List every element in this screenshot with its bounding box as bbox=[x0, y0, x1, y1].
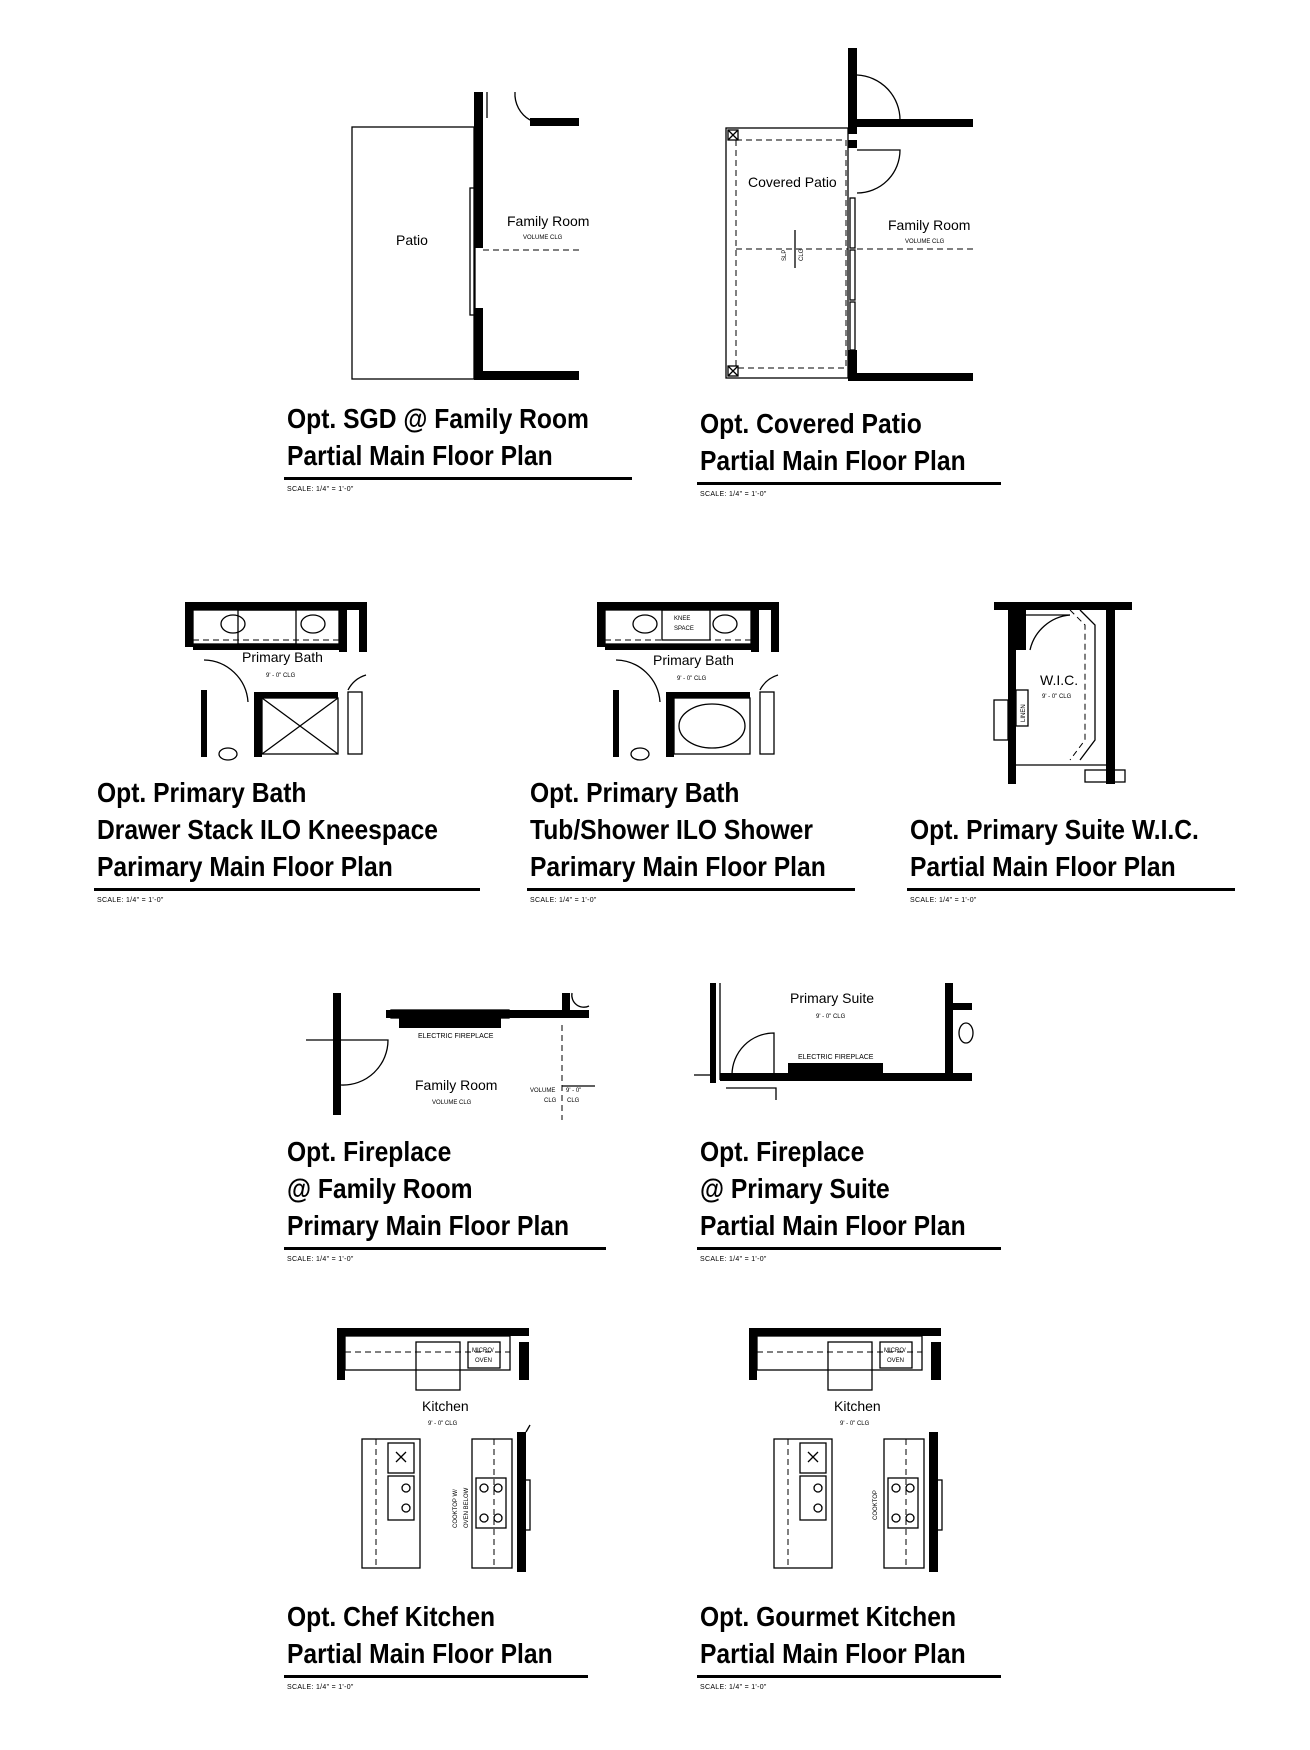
sink-icon bbox=[388, 1476, 414, 1520]
scale-note: SCALE: 1/4" = 1'-0" bbox=[910, 897, 977, 904]
cooktop-label: COOKTOP bbox=[873, 1490, 879, 1520]
plan-bath-drawer-stack bbox=[185, 602, 367, 760]
interior-wall bbox=[613, 690, 619, 757]
caption-bath-tub-shower bbox=[530, 774, 866, 904]
caption-chef-kitchen bbox=[287, 1598, 589, 1691]
interior-wall bbox=[720, 1073, 972, 1081]
sink-icon bbox=[633, 615, 657, 633]
wic-label: W.I.C. bbox=[1040, 672, 1079, 688]
caption-fireplace-suite bbox=[700, 1133, 1002, 1263]
caption-sgd-family-room bbox=[287, 400, 632, 493]
interior-wall bbox=[201, 690, 207, 757]
burner-icon bbox=[906, 1514, 914, 1522]
caption-underline bbox=[697, 1247, 1001, 1250]
scale-note: SCALE: 1/4" = 1'-0" bbox=[530, 897, 597, 904]
exterior-wall bbox=[517, 1432, 526, 1572]
caption-title-line: Opt. Fireplace bbox=[700, 1136, 865, 1167]
oven-label: OVEN bbox=[887, 1358, 905, 1364]
caption-title-line: Partial Main Floor Plan bbox=[700, 1638, 966, 1669]
exterior-wall bbox=[474, 371, 579, 380]
micro-label: MICRO/ bbox=[472, 1348, 494, 1354]
tub-wall bbox=[666, 692, 674, 757]
electric-fireplace bbox=[788, 1063, 883, 1073]
caption-underline bbox=[94, 888, 480, 891]
interior-wall bbox=[710, 983, 716, 1083]
exterior-wall bbox=[848, 373, 973, 381]
sink-icon bbox=[301, 615, 325, 633]
scale-note: SCALE: 1/4" = 1'-0" bbox=[700, 1256, 767, 1263]
door-swing bbox=[572, 993, 589, 1007]
knee-space-label-2: SPACE bbox=[674, 626, 694, 632]
wall-line bbox=[526, 1425, 530, 1432]
bath-ceiling-note: 9' - 0" CLG bbox=[266, 673, 296, 679]
caption-title-line: Parimary Main Floor Plan bbox=[530, 851, 826, 882]
exterior-wall bbox=[848, 140, 857, 148]
sliding-glass-door bbox=[850, 250, 855, 300]
caption-title-line: @ Primary Suite bbox=[700, 1173, 890, 1204]
plan-bath-tub-shower bbox=[597, 602, 779, 760]
volume-note: VOLUME bbox=[530, 1088, 556, 1094]
interior-wall bbox=[751, 602, 759, 652]
post-icon bbox=[728, 366, 738, 376]
vanity-wall bbox=[605, 644, 751, 650]
interior-wall bbox=[1106, 602, 1115, 784]
caption-underline bbox=[284, 1247, 606, 1250]
exterior-wall bbox=[519, 1342, 529, 1380]
exterior-wall bbox=[857, 119, 973, 127]
caption-title-line: Drawer Stack ILO Kneespace bbox=[97, 814, 439, 845]
knee-space bbox=[662, 610, 710, 640]
interior-wall bbox=[1008, 602, 1016, 784]
post-icon bbox=[728, 130, 738, 140]
patio-outline bbox=[352, 127, 474, 379]
sink-icon bbox=[800, 1476, 826, 1520]
family-room-ceiling-note: VOLUME CLG bbox=[523, 235, 563, 241]
covered-patio-label: Covered Patio bbox=[748, 174, 837, 190]
drain-icon bbox=[402, 1504, 410, 1512]
range-hood-cabinet bbox=[828, 1342, 872, 1390]
plan-chef-kitchen bbox=[337, 1328, 530, 1572]
door-swing bbox=[857, 75, 900, 120]
electric-fireplace bbox=[399, 1018, 501, 1028]
fireplace-label: ELECTRIC FIREPLACE bbox=[798, 1054, 874, 1061]
drain-icon bbox=[402, 1484, 410, 1492]
burner-icon bbox=[494, 1484, 502, 1492]
closet-shelf bbox=[1080, 610, 1095, 760]
dishwasher-icon bbox=[808, 1452, 818, 1462]
plan-gourmet-kitchen bbox=[749, 1328, 942, 1572]
plan-sgd-family-room bbox=[352, 92, 589, 380]
family-room-label: Family Room bbox=[507, 213, 590, 229]
scale-note: SCALE: 1/4" = 1'-0" bbox=[287, 1684, 354, 1691]
caption-title-line: Partial Main Floor Plan bbox=[287, 1638, 553, 1669]
caption-underline bbox=[907, 888, 1235, 891]
caption-title-line: Opt. Primary Bath bbox=[97, 777, 307, 808]
door-swing bbox=[732, 1033, 774, 1075]
caption-title-line: @ Family Room bbox=[287, 1173, 473, 1204]
kitchen-label: Kitchen bbox=[834, 1398, 881, 1414]
exterior-wall bbox=[562, 993, 570, 1013]
toilet-icon bbox=[631, 748, 649, 760]
caption-underline bbox=[697, 482, 1001, 485]
caption-title-line: Partial Main Floor Plan bbox=[287, 440, 553, 471]
caption-underline bbox=[284, 477, 632, 480]
kitchen-label: Kitchen bbox=[422, 1398, 469, 1414]
kitchen-ceiling-note: 9' - 0" CLG bbox=[428, 1421, 458, 1427]
micro-label: MICRO/ bbox=[884, 1348, 906, 1354]
drawer-stack bbox=[238, 610, 296, 644]
scale-note: SCALE: 1/4" = 1'-0" bbox=[287, 486, 354, 493]
caption-suite-wic bbox=[910, 811, 1238, 904]
door-jamb bbox=[333, 1085, 341, 1091]
caption-title-line: Partial Main Floor Plan bbox=[700, 445, 966, 476]
exterior-wall bbox=[931, 1342, 941, 1380]
bench bbox=[760, 692, 774, 754]
island bbox=[774, 1439, 832, 1568]
toilet-icon bbox=[219, 748, 237, 760]
door-swing bbox=[341, 1040, 388, 1085]
family-room-label: Family Room bbox=[888, 217, 971, 233]
patio-label: Patio bbox=[396, 232, 428, 248]
kitchen-ceiling-note: 9' - 0" CLG bbox=[840, 1421, 870, 1427]
caption-title-line: Primary Main Floor Plan bbox=[287, 1210, 570, 1241]
caption-covered-patio bbox=[700, 405, 1002, 498]
tub-wall bbox=[666, 692, 750, 698]
caption-title-line: Opt. SGD @ Family Room bbox=[287, 403, 589, 434]
linen-label: LINEN bbox=[1021, 704, 1027, 722]
interior-wall bbox=[771, 602, 779, 652]
burner-icon bbox=[892, 1514, 900, 1522]
interior-wall bbox=[953, 1003, 972, 1010]
plan-covered-patio bbox=[726, 48, 973, 381]
interior-wall bbox=[1016, 610, 1026, 650]
scale-note: SCALE: 1/4" = 1'-0" bbox=[97, 897, 164, 904]
door-swing bbox=[204, 660, 248, 702]
family-room-ceiling-note: VOLUME CLG bbox=[432, 1100, 472, 1106]
micro-oven bbox=[880, 1342, 912, 1368]
burner-icon bbox=[480, 1484, 488, 1492]
sliding-glass-door bbox=[850, 198, 855, 248]
door-jamb bbox=[333, 1035, 341, 1041]
family-room-ceiling-note: VOLUME CLG bbox=[905, 239, 945, 245]
plan-suite-wic bbox=[994, 602, 1132, 784]
exterior-wall bbox=[848, 48, 857, 134]
plan-fireplace-family bbox=[306, 993, 595, 1120]
cabinet bbox=[1085, 770, 1125, 782]
caption-title-line: Opt. Primary Bath bbox=[530, 777, 740, 808]
dishwasher-icon bbox=[396, 1452, 406, 1462]
drain-icon bbox=[814, 1484, 822, 1492]
caption-title-line: Opt. Chef Kitchen bbox=[287, 1601, 496, 1632]
caption-title-line: Tub/Shower ILO Shower bbox=[530, 814, 813, 845]
oven-label: OVEN bbox=[475, 1358, 493, 1364]
scale-note: SCALE: 1/4" = 1'-0" bbox=[700, 491, 767, 498]
cabinet bbox=[994, 700, 1008, 740]
burner-icon bbox=[892, 1484, 900, 1492]
bench bbox=[348, 692, 362, 754]
interior-wall bbox=[597, 602, 605, 647]
scale-note: SCALE: 1/4" = 1'-0" bbox=[700, 1684, 767, 1691]
toilet-icon bbox=[959, 1023, 973, 1043]
range-hood-cabinet bbox=[416, 1342, 460, 1390]
island bbox=[362, 1439, 420, 1568]
exterior-wall bbox=[929, 1432, 938, 1572]
door-swing bbox=[760, 675, 778, 690]
caption-bath-drawer-stack bbox=[97, 774, 485, 904]
bathtub bbox=[674, 698, 750, 754]
interior-wall bbox=[359, 602, 367, 652]
interior-wall bbox=[945, 983, 953, 1081]
sink-icon bbox=[713, 615, 737, 633]
exterior-wall bbox=[337, 1328, 529, 1336]
sink-icon bbox=[221, 615, 245, 633]
primary-suite-label: Primary Suite bbox=[790, 990, 875, 1006]
wall-line bbox=[726, 1088, 776, 1100]
shower-wall bbox=[254, 692, 338, 698]
bath-ceiling-note: 9' - 0" CLG bbox=[677, 676, 707, 682]
wic-ceiling-note: 9' - 0" CLG bbox=[1042, 694, 1072, 700]
primary-bath-label: Primary Bath bbox=[653, 652, 734, 668]
caption-title-line: Opt. Gourmet Kitchen bbox=[700, 1601, 956, 1632]
sliding-glass-door bbox=[850, 302, 855, 350]
primary-bath-label: Primary Bath bbox=[242, 649, 323, 665]
caption-fireplace-family bbox=[287, 1133, 608, 1263]
oven-below-label: OVEN BELOW bbox=[464, 1487, 470, 1528]
exterior-wall bbox=[474, 308, 483, 379]
burner-icon bbox=[480, 1514, 488, 1522]
interior-wall bbox=[185, 602, 193, 647]
caption-title-line: Opt. Fireplace bbox=[287, 1136, 452, 1167]
dishwasher bbox=[388, 1443, 414, 1473]
scale-note: SCALE: 1/4" = 1'-0" bbox=[287, 1256, 354, 1263]
family-room-label: Family Room bbox=[415, 1077, 498, 1093]
fireplace-label: ELECTRIC FIREPLACE bbox=[418, 1033, 494, 1040]
caption-title-line: Opt. Covered Patio bbox=[700, 408, 922, 439]
clg-note: CLG bbox=[544, 1098, 557, 1104]
burner-icon bbox=[494, 1514, 502, 1522]
micro-oven bbox=[468, 1342, 500, 1368]
bathtub-basin bbox=[679, 704, 745, 748]
door-swing bbox=[348, 675, 366, 690]
caption-title-line: Partial Main Floor Plan bbox=[910, 851, 1176, 882]
exterior-wall bbox=[386, 1010, 589, 1018]
caption-underline bbox=[527, 888, 855, 891]
dishwasher bbox=[800, 1443, 826, 1473]
suite-ceiling-note: 9' - 0" CLG bbox=[816, 1014, 846, 1020]
exterior-wall bbox=[530, 118, 579, 126]
shower-wall bbox=[254, 692, 262, 757]
knee-space-label: KNEE bbox=[674, 616, 691, 622]
caption-title-line: Partial Main Floor Plan bbox=[700, 1210, 966, 1241]
door-swing bbox=[857, 150, 900, 193]
shower-drain-lines bbox=[262, 698, 338, 754]
exterior-wall bbox=[749, 1328, 941, 1336]
ceiling-height-note: 9' - 0" bbox=[566, 1088, 582, 1094]
cooktop-label: COOKTOP W/ bbox=[453, 1489, 459, 1528]
exterior-wall bbox=[333, 993, 341, 1115]
slope-ceiling-note: CLG bbox=[799, 248, 805, 261]
slope-note: SLP bbox=[782, 249, 788, 261]
door-swing bbox=[1030, 615, 1070, 650]
caption-title-line: Opt. Primary Suite W.I.C. bbox=[910, 814, 1199, 845]
caption-title-line: Parimary Main Floor Plan bbox=[97, 851, 393, 882]
caption-underline bbox=[284, 1675, 588, 1678]
caption-underline bbox=[697, 1675, 1001, 1678]
drain-icon bbox=[814, 1504, 822, 1512]
door-swing bbox=[515, 92, 530, 120]
interior-wall bbox=[339, 602, 347, 652]
caption-gourmet-kitchen bbox=[700, 1598, 1002, 1691]
plan-fireplace-suite bbox=[694, 983, 973, 1100]
burner-icon bbox=[906, 1484, 914, 1492]
clg-note-2: CLG bbox=[567, 1098, 580, 1104]
